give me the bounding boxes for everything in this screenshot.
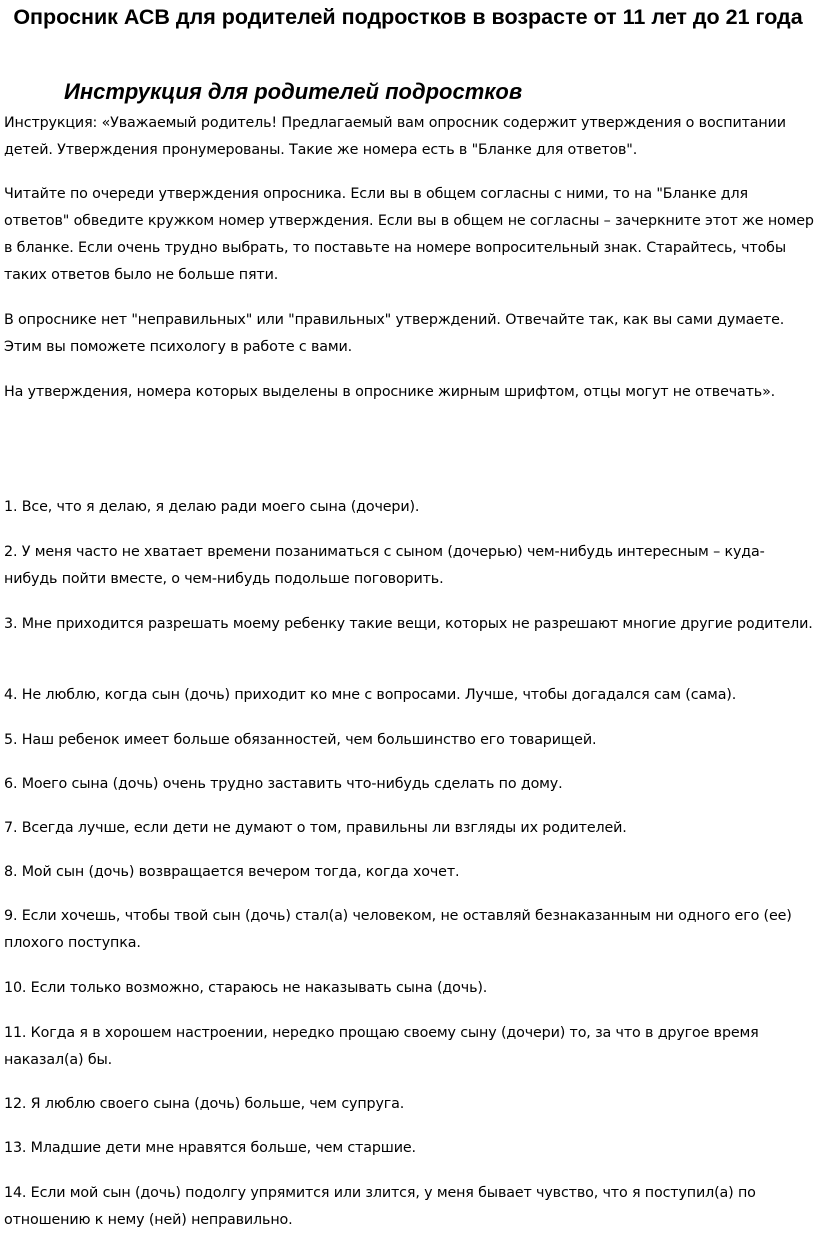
instruction-paragraph: Инструкция: «Уважаемый родитель! Предлагаемый вам опросник содержит утверждения о воспитании детей. Утверждения пронумерованы. Такие же номера есть в "Бланке для ответов". — [4, 115, 786, 158]
questionnaire-item-3: 3. Мне приходится разрешать моему ребенку такие вещи, которых не разрешают многие другие родители. — [4, 616, 813, 632]
document-title: Опросник АСВ для родителей подростков в возрасте от 11 лет до 21 года — [13, 5, 803, 29]
questionnaire-item-2: 2. У меня часто не хватает времени позаниматься с сыном (дочерью) чем-нибудь интересным – куда-нибудь пойти вместе, о чем-нибудь подольше поговорить. — [4, 544, 765, 587]
instruction-heading: Инструкция для родителей подростков — [64, 79, 523, 104]
questionnaire-item-10: 10. Если только возможно, стараюсь не наказывать сына (дочь). — [4, 980, 488, 996]
questionnaire-item-11: 11. Когда я в хорошем настроении, нередко прощаю своему сыну (дочери) то, за что в другое время наказал(а) бы. — [4, 1025, 759, 1068]
questionnaire-item-13: 13. Младшие дети мне нравятся больше, чем старшие. — [4, 1140, 416, 1156]
questionnaire-item-9: 9. Если хочешь, чтобы твой сын (дочь) стал(а) человеком, не оставляй безнаказанным ни одного его (ее) плохого поступка. — [4, 908, 792, 951]
questionnaire-item-1: 1. Все, что я делаю, я делаю ради моего сына (дочери). — [4, 499, 420, 515]
questionnaire-item-12: 12. Я люблю своего сына (дочь) больше, чем супруга. — [4, 1096, 405, 1112]
questionnaire-item-14: 14. Если мой сын (дочь) подолгу упрямится или злится, у меня бывает чувство, что я поступил(а) по отношению к нему (ней) неправильно. — [4, 1185, 756, 1228]
instruction-paragraph: В опроснике нет "неправильных" или "правильных" утверждений. Отвечайте так, как вы сами думаете. Этим вы поможете психологу в работе с вами. — [4, 312, 785, 355]
questionnaire-item-4: 4. Не люблю, когда сын (дочь) приходит ко мне с вопросами. Лучше, чтобы догадался сам (сама). — [4, 687, 737, 703]
questionnaire-item-7: 7. Всегда лучше, если дети не думают о том, правильны ли взгляды их родителей. — [4, 820, 627, 836]
instruction-paragraph: На утверждения, номера которых выделены в опроснике жирным шрифтом, отцы могут не отвечать». — [4, 384, 776, 400]
questionnaire-item-5: 5. Наш ребенок имеет больше обязанностей, чем большинство его товарищей. — [4, 732, 597, 748]
questionnaire-item-8: 8. Мой сын (дочь) возвращается вечером тогда, когда хочет. — [4, 864, 460, 880]
instruction-paragraph: Читайте по очереди утверждения опросника. Если вы в общем согласны с ними, то на "Бланке для ответов" обведите кружком номер утверждения. Если вы в общем не согласны – зачеркните этот же номер в бланке. Если очень трудно выбрать, то поставьте на номере вопросительный знак. Старайтесь, чтобы таких ответов было не больше пяти. — [4, 186, 814, 283]
questionnaire-item-6: 6. Моего сына (дочь) очень трудно заставить что-нибудь сделать по дому. — [4, 776, 563, 792]
